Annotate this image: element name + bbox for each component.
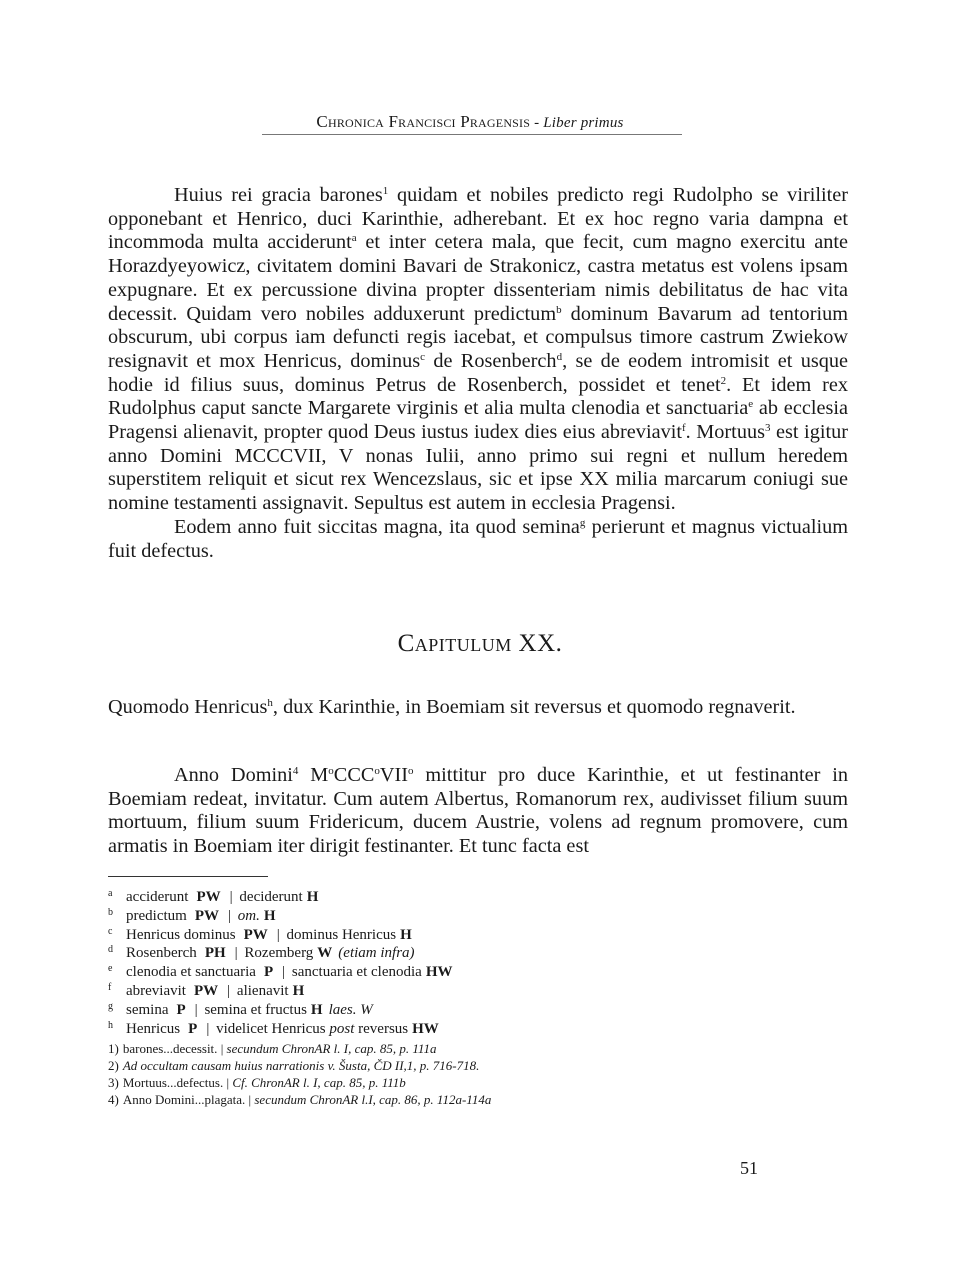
variant-note: f abreviavit PW | alienavit H <box>108 981 305 999</box>
note-number: 1) <box>108 1041 119 1056</box>
siglum: H <box>400 926 412 943</box>
text-run: mittitur pro duce Karinthie, et ut festinanter in Boemiam redeat, invitatur. Cum autem Albertus, Romanorum rex, audivisset filium suum mortuum, filium suum Fridericum, ducem Austrie, volens ad regnum promovere, cum armatis in Boemiam iter dirigit festinanter. Et tunc facta est <box>108 764 848 858</box>
variant-marker: h <box>267 697 273 709</box>
paragraph-2 <box>108 516 848 563</box>
running-head-title: Chronica Francisci Pragensis <box>316 112 531 131</box>
text-run: perierunt et magnus victualium fuit defectus. <box>108 515 849 562</box>
siglum: H <box>310 1001 323 1018</box>
siglum: H <box>292 982 305 999</box>
variant-marker: g <box>579 516 586 529</box>
siglum: P <box>263 964 274 981</box>
reading: deciderunt <box>239 889 303 905</box>
separator: | <box>220 1041 224 1056</box>
siglum: HW <box>425 964 453 981</box>
siglum: PW <box>243 926 268 943</box>
ordinal-marker: o <box>328 765 334 777</box>
separator: | <box>248 1092 252 1107</box>
separator: | <box>229 889 233 905</box>
note-number: 3) <box>108 1075 119 1090</box>
lemma: Henricus dominus <box>126 926 236 943</box>
paragraph-3 <box>108 764 848 859</box>
running-head <box>250 112 690 132</box>
siglum: P <box>188 1020 198 1037</box>
text-run: M <box>298 764 329 786</box>
siglum: H <box>306 889 319 905</box>
remark: (etiam infra) <box>338 945 415 962</box>
reading: semina et fructus <box>204 1001 307 1018</box>
siglum: PW <box>194 907 219 924</box>
running-head-separator: - <box>534 115 540 131</box>
text-run: . Mortuus <box>685 421 765 444</box>
variant-marker: a <box>351 232 357 245</box>
lemma: abreviavit <box>126 982 186 999</box>
note-lemma: Mortuus...defectus. <box>122 1075 224 1090</box>
reading: dominus Henricus <box>286 926 397 943</box>
ordinal-marker: o <box>408 765 414 777</box>
text-run: dominum Bavarum ad tentorium obscurum, ubi corpus iam defuncti regis iacebat, et compulsus timore castrum Zwiekow resignavit et mox Henricus, dominus <box>108 302 848 372</box>
page-number: 51 <box>740 1158 758 1178</box>
note-reference: secundum ChronAR l. I, cap. 85, p. 111a <box>226 1041 437 1056</box>
paragraph-1 <box>108 184 848 516</box>
running-head-book: Liber primus <box>543 115 624 131</box>
lemma: clenodia et sanctuaria <box>126 964 256 981</box>
ordinal-marker: o <box>374 765 380 777</box>
reading-cont: reversus <box>358 1020 409 1037</box>
variant-note: e clenodia et sanctuaria P | sanctuaria et clenodia HW <box>108 963 453 981</box>
variant-apparatus <box>108 888 668 1038</box>
siglum: PW <box>193 982 219 999</box>
source-note <box>108 1040 668 1057</box>
text-run: , dux Karinthie, in Boemiam sit reversus et quomodo regnaverit. <box>272 696 796 718</box>
variant-note: b predictum PW | om. H <box>108 906 276 924</box>
text-run: Huius rei gracia barones <box>174 184 383 206</box>
source-note <box>108 1074 668 1091</box>
separator: | <box>228 907 232 924</box>
siglum: H <box>263 907 276 924</box>
siglum: P <box>176 1001 186 1018</box>
text-run: . Et idem rex Rudolphus caput sancte Margarete virginis et alia multa clenodia et sanctuaria <box>108 373 848 420</box>
running-head-rule <box>262 134 682 135</box>
separator: | <box>282 964 286 981</box>
reading: videlicet Henricus <box>216 1020 326 1037</box>
lemma: Rosenberch <box>126 945 197 962</box>
source-note <box>108 1057 668 1074</box>
rubric-text <box>108 696 848 720</box>
footnote-rule <box>108 876 268 877</box>
variant-note: d Rosenberch PH | Rozemberg W (etiam infra) <box>108 944 415 962</box>
variant-note: h Henricus P | videlicet Henricus post reversus HW <box>108 1019 439 1037</box>
lemma: acciderunt <box>126 889 189 905</box>
variant-note: c Henricus dominus PW | dominus Henricus H <box>108 925 412 943</box>
text-run: , se de eodem intromisit et usque hodie id filius suus, dominus Petrus de Rosenberch, possidet et tenet <box>108 349 849 396</box>
separator: | <box>227 982 231 999</box>
note-marker: 1 <box>382 185 389 197</box>
separator: | <box>226 1075 230 1090</box>
variant-marker: b <box>556 303 562 316</box>
variant-marker: e <box>748 398 754 411</box>
source-notes <box>108 1040 668 1108</box>
siglum: PW <box>196 889 221 905</box>
note-reference: Ad occultam causam huius narrationis v. Šusta, ČD II,1, p. 716-718. <box>122 1058 480 1073</box>
text-run: et inter cetera mala, que fecit, cum magno exercitu ante Horazdyeyowicz, civitatem domini Bavari de Strakonicz, castra metatus est volens ipsam expugnare. Et ex percussione divina propter dissenteriam nimis debilitatus de hac vita decessit. Quidam vero nobiles adduxerunt predictum <box>108 231 848 325</box>
text-run: Anno Domini <box>174 764 293 786</box>
reading: alienavit <box>236 982 289 999</box>
variant-marker: c <box>420 350 426 363</box>
note-marker: 4 <box>292 765 299 777</box>
remark: laes. W <box>328 1001 373 1018</box>
text-run: Quomodo Henricus <box>108 696 268 718</box>
separator: | <box>206 1020 210 1037</box>
note-number: 4) <box>108 1092 119 1107</box>
siglum: HW <box>412 1020 439 1037</box>
text-run: Eodem anno fuit siccitas magna, ita quod semina <box>174 515 580 538</box>
siglum: PH <box>204 945 226 962</box>
reading-italic: post <box>329 1020 355 1037</box>
source-note <box>108 1091 668 1108</box>
main-text-2 <box>108 764 848 859</box>
variant-note: g semina P | semina et fructus H laes. W <box>108 1000 373 1018</box>
note-lemma: barones...decessit. <box>122 1041 218 1056</box>
text-run: ab ecclesia Pragensi alienavit, propter quod Deus iustus iudex dies eius abreviavit <box>108 397 848 444</box>
note-marker: 2 <box>720 374 727 387</box>
text-run: VII <box>379 764 409 786</box>
reading-italic: om. <box>237 907 260 924</box>
lemma: Henricus <box>126 1020 181 1037</box>
separator: | <box>234 945 238 962</box>
separator: | <box>194 1001 198 1018</box>
reading: sanctuaria et clenodia <box>291 964 422 981</box>
variant-marker: f <box>682 422 686 435</box>
main-text-1 <box>108 184 848 563</box>
text-run: quidam et nobiles predicto regi Rudolpho se viriliter opponebant et Henrico, duci Karinthie, adherebant. Et ex hoc regno varia dampna et incommoda multa acciderunt <box>108 184 848 254</box>
separator: | <box>276 926 280 943</box>
text-run: est igitur anno Domini MCCCVII, V nonas Iulii, anno primo sui regni et nullum heredem superstitem reliquit et sicut rex Wencezslaus, sic et ipse XX milia marcarum coniugi sue nomine testamenti assignavit. Sepultus est autem in ecclesia Pragensi. <box>108 421 848 515</box>
chapter-title: Capitulum XX. <box>397 630 563 657</box>
variant-marker: d <box>556 350 563 363</box>
note-reference: Cf. ChronAR l. I, cap. 85, p. 111b <box>232 1075 406 1090</box>
text-run: CCC <box>333 764 375 786</box>
text-run: de Rosenberch <box>425 349 557 372</box>
reading: Rozemberg <box>244 945 314 962</box>
lemma: predictum <box>126 907 187 924</box>
note-number: 2) <box>108 1058 119 1073</box>
note-reference: secundum ChronAR l.I, cap. 86, p. 112a-114a <box>254 1092 492 1107</box>
siglum: W <box>317 945 333 962</box>
chapter-rubric <box>108 696 848 720</box>
note-marker: 3 <box>765 422 771 435</box>
lemma: semina <box>126 1001 169 1018</box>
note-lemma: Anno Domini...plagata. <box>122 1092 246 1107</box>
variant-note: a acciderunt PW | deciderunt H <box>108 888 319 905</box>
